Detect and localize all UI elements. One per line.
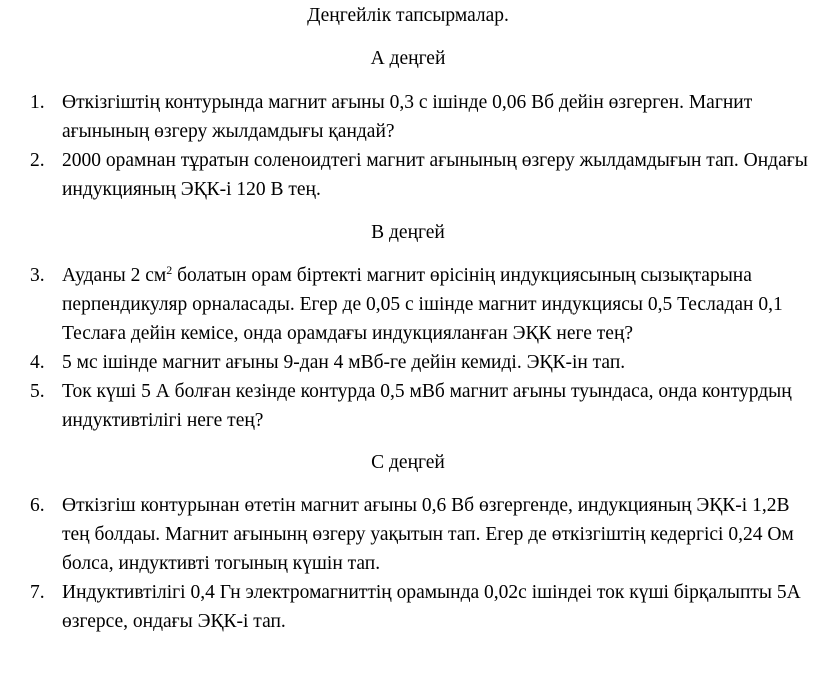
- task-number: 5.: [30, 381, 45, 402]
- task-text: Өткізгіш контурынан өтетін магнит ағыны 0,6 Вб өзгергенде, индукцияның ЭҚК-і 1,2В тең болдаы. Магнит ағынынң өзгеру уақытын тап. Егер де өткізгіштің кедергісі 0,24 Ом болса, индуктивті тогының күшін тап.: [62, 495, 794, 574]
- task-item-3: [0, 261, 816, 348]
- level-a-heading: А деңгей: [370, 48, 446, 69]
- task-list-level-b: [0, 261, 816, 435]
- task-item-7: [0, 578, 816, 636]
- task-text-part: Ауданы 2 см: [62, 265, 167, 286]
- task-text: [62, 265, 783, 344]
- task-item-5: [0, 377, 816, 435]
- task-text: Индуктивтілігі 0,4 Гн электромагниттің орамында 0,02с ішіндеі ток күші бірқалыпты 5А өзгерсе, ондағы ЭҚК-і тап.: [62, 582, 801, 632]
- task-item-6: [0, 491, 816, 578]
- task-number: 1.: [30, 92, 45, 113]
- task-text: 5 мс ішінде магнит ағыны 9-дан 4 мВб-ге дейін кемиді. ЭҚК-ін тап.: [62, 352, 626, 373]
- level-b-heading: В деңгей: [371, 222, 445, 243]
- task-text: Өткізгіштің контурында магнит ағыны 0,3 с ішінде 0,06 Вб дейін өзгерген. Магнит ағынының өзгеру жылдамдығы қандай?: [62, 92, 753, 142]
- task-number: 2.: [30, 150, 45, 171]
- task-number: 7.: [30, 582, 45, 603]
- task-list-level-c: [0, 491, 816, 636]
- task-text-part: болатын орам біртекті магнит өрісінің индукциясының сызықтарына перпендикуляр орналасады. Егер де 0,05 с ішінде магнит индукциясы 0,5 Тесладан 0,1 Теслаға дейін кемісе, онда орамдағы индукцияланған ЭҚК неге тең?: [62, 265, 783, 344]
- level-c-heading: С деңгей: [371, 452, 445, 473]
- superscript: 2: [166, 263, 173, 277]
- task-item-2: [0, 146, 816, 204]
- task-item-4: [0, 348, 816, 377]
- page-title: Деңгейлік тапсырмалар.: [307, 5, 509, 26]
- task-text: Ток күші 5 А болған кезінде контурда 0,5 мВб магнит ағыны туындаса, онда контурдың индуктивтілігі неге тең?: [62, 381, 792, 431]
- task-number: 4.: [30, 352, 45, 373]
- task-text: 2000 орамнан тұратын соленоидтегі магнит ағынының өзгеру жылдамдығын тап. Ондағы индукцияның ЭҚК-і 120 В тең.: [62, 150, 808, 200]
- task-number: 6.: [30, 495, 45, 516]
- task-number: 3.: [30, 265, 45, 286]
- task-item-1: [0, 88, 816, 146]
- task-list-level-a: [0, 88, 816, 204]
